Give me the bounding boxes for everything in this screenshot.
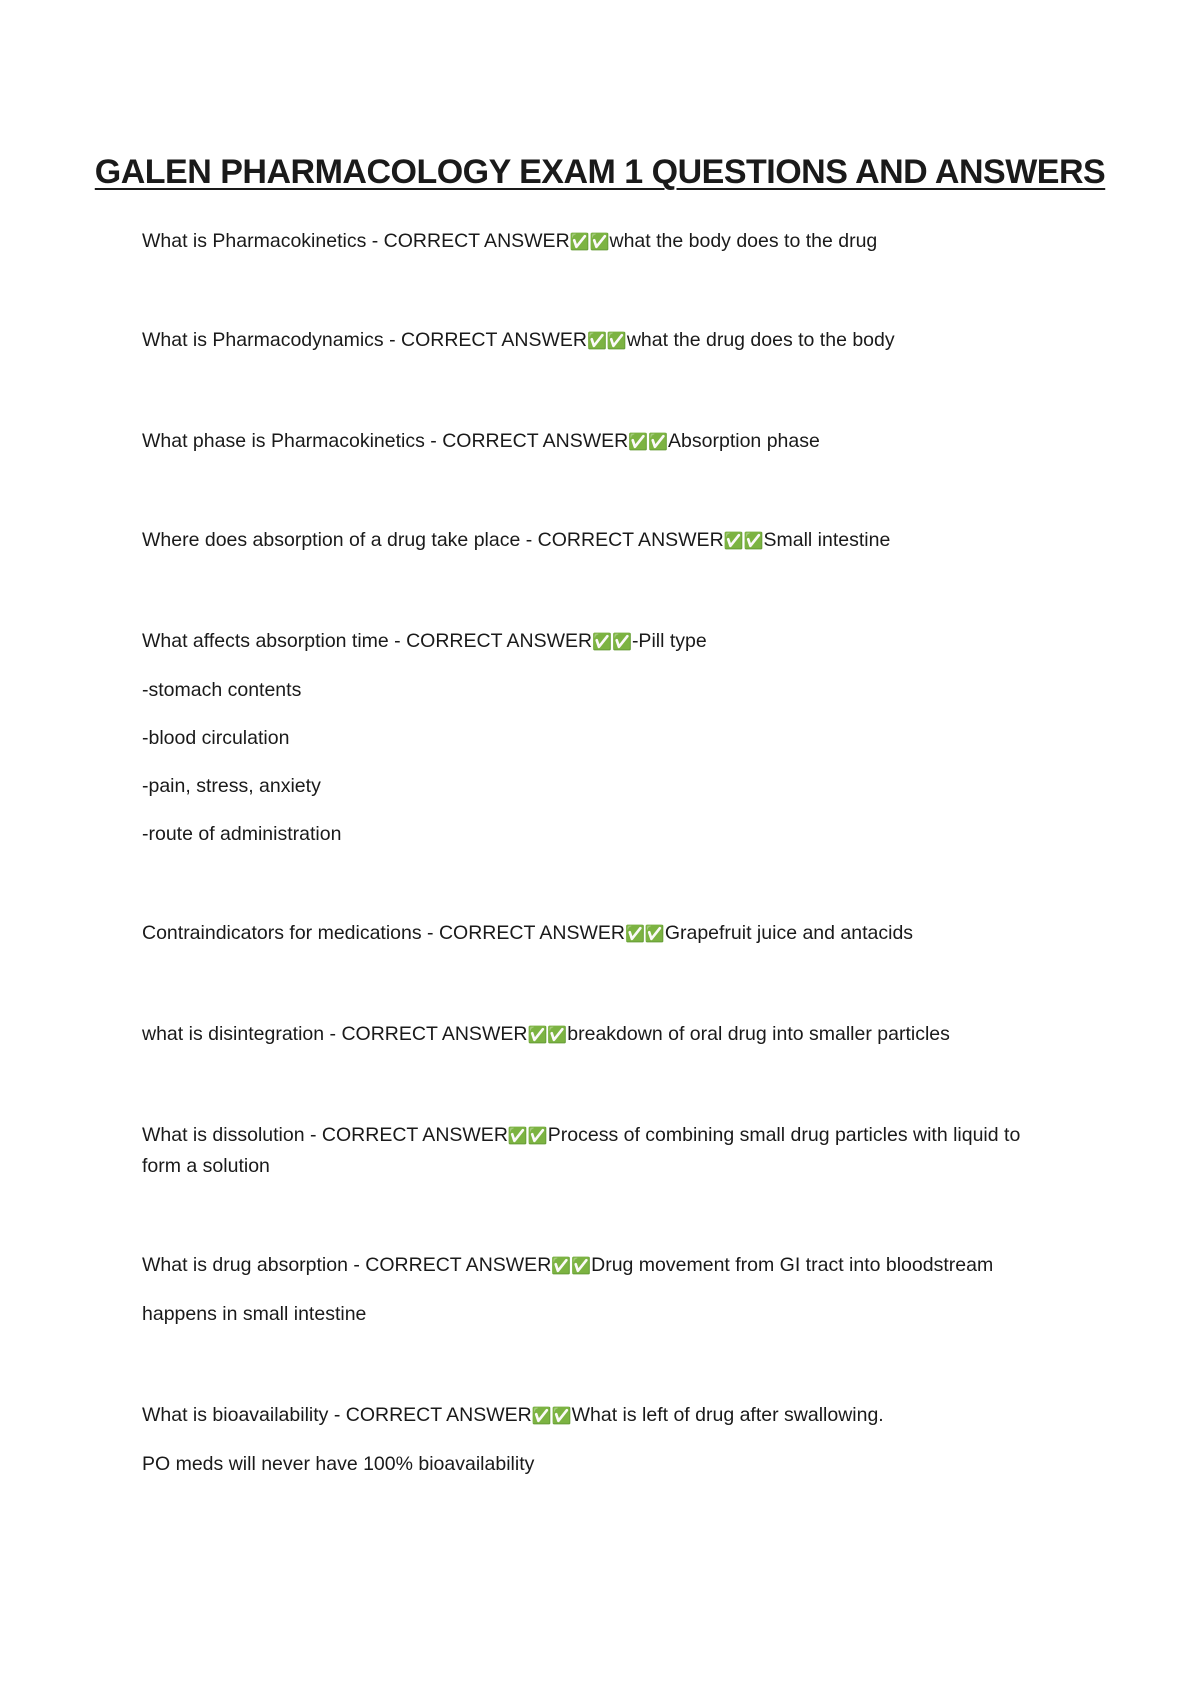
answer-text: -Pill type: [631, 630, 707, 652]
check-marks-icon: ✅✅: [587, 331, 627, 350]
answer-text: Grapefruit juice and antacids: [664, 922, 914, 944]
qa-line: [142, 226, 1042, 257]
answer-text: Small intestine: [763, 529, 891, 551]
qa-line: [142, 1019, 1042, 1050]
correct-answer-label: - CORRECT ANSWER: [304, 1124, 508, 1146]
answer-text: Drug movement from GI tract into bloodstream: [591, 1254, 994, 1276]
question-text: Where does absorption of a drug take place: [142, 529, 521, 551]
answer-text: what the body does to the drug: [609, 230, 878, 252]
title-text: GALEN PHARMACOLOGY EXAM 1 QUESTIONS AND ANSWERS: [94, 153, 1106, 191]
qa-line: [142, 626, 1042, 657]
answer-extra-line: -pain, stress, anxiety: [142, 775, 321, 797]
answer-text: breakdown of oral drug into smaller particles: [567, 1023, 950, 1045]
question-text: What is Pharmacodynamics: [142, 329, 384, 351]
question-text: what is disintegration: [142, 1023, 325, 1045]
question-text: What is dissolution: [142, 1124, 305, 1146]
question-text: Contraindicators for medications: [142, 922, 422, 944]
qa-line: [142, 1250, 1042, 1281]
answer-extra-line: -route of administration: [142, 823, 342, 845]
answer-text: Process of combining small drug particles with liquid to form a solution: [142, 1124, 1021, 1177]
qa-line: [142, 918, 1042, 949]
answer-extra-line: -stomach contents: [142, 679, 302, 701]
qa-line: [142, 1120, 1022, 1181]
question-text: What phase is Pharmacokinetics: [142, 430, 425, 452]
correct-answer-label: - CORRECT ANSWER: [388, 630, 593, 652]
check-marks-icon: ✅✅: [507, 1126, 548, 1145]
question-text: What is Pharmacokinetics: [142, 230, 367, 252]
check-marks-icon: ✅✅: [628, 432, 669, 451]
qa-item: [142, 325, 1042, 356]
qa-item: [142, 918, 1042, 949]
qa-item: [142, 426, 1042, 457]
qa-line: [142, 525, 1042, 556]
check-marks-icon: ✅✅: [569, 232, 610, 251]
question-text: What is bioavailability: [142, 1404, 329, 1426]
answer-text: what the drug does to the body: [626, 329, 895, 351]
question-text: What affects absorption time: [142, 630, 389, 652]
answer-extra-line: happens in small intestine: [142, 1303, 367, 1325]
answer-extra-line: -blood circulation: [142, 727, 290, 749]
correct-answer-label: - CORRECT ANSWER: [366, 230, 570, 252]
check-marks-icon: ✅✅: [624, 924, 665, 943]
question-text: What is drug absorption: [142, 1254, 348, 1276]
check-marks-icon: ✅✅: [592, 632, 632, 651]
qa-item: [142, 525, 1042, 556]
qa-item: [142, 1400, 1042, 1488]
correct-answer-label: - CORRECT ANSWER: [328, 1404, 532, 1426]
qa-line: [142, 1400, 1042, 1431]
check-marks-icon: ✅✅: [531, 1406, 572, 1425]
correct-answer-label: - CORRECT ANSWER: [347, 1254, 552, 1276]
answer-extra-line: PO meds will never have 100% bioavailability: [142, 1453, 535, 1475]
correct-answer-label: - CORRECT ANSWER: [424, 430, 629, 452]
qa-item: [142, 226, 1042, 257]
qa-line: [142, 426, 1042, 457]
check-marks-icon: ✅✅: [527, 1025, 568, 1044]
answer-text: Absorption phase: [668, 430, 820, 452]
page-title: [0, 152, 1200, 192]
qa-item: [142, 1250, 1042, 1338]
qa-item: [142, 1019, 1042, 1050]
correct-answer-label: - CORRECT ANSWER: [324, 1023, 528, 1045]
qa-item: [142, 626, 1042, 858]
answer-text: What is left of drug after swallowing.: [571, 1404, 884, 1426]
correct-answer-label: - CORRECT ANSWER: [520, 529, 724, 551]
correct-answer-label: - CORRECT ANSWER: [421, 922, 625, 944]
correct-answer-label: - CORRECT ANSWER: [383, 329, 587, 351]
check-marks-icon: ✅✅: [723, 531, 764, 550]
qa-item: [142, 1120, 1022, 1181]
qa-line: [142, 325, 1042, 356]
check-marks-icon: ✅✅: [551, 1256, 592, 1275]
